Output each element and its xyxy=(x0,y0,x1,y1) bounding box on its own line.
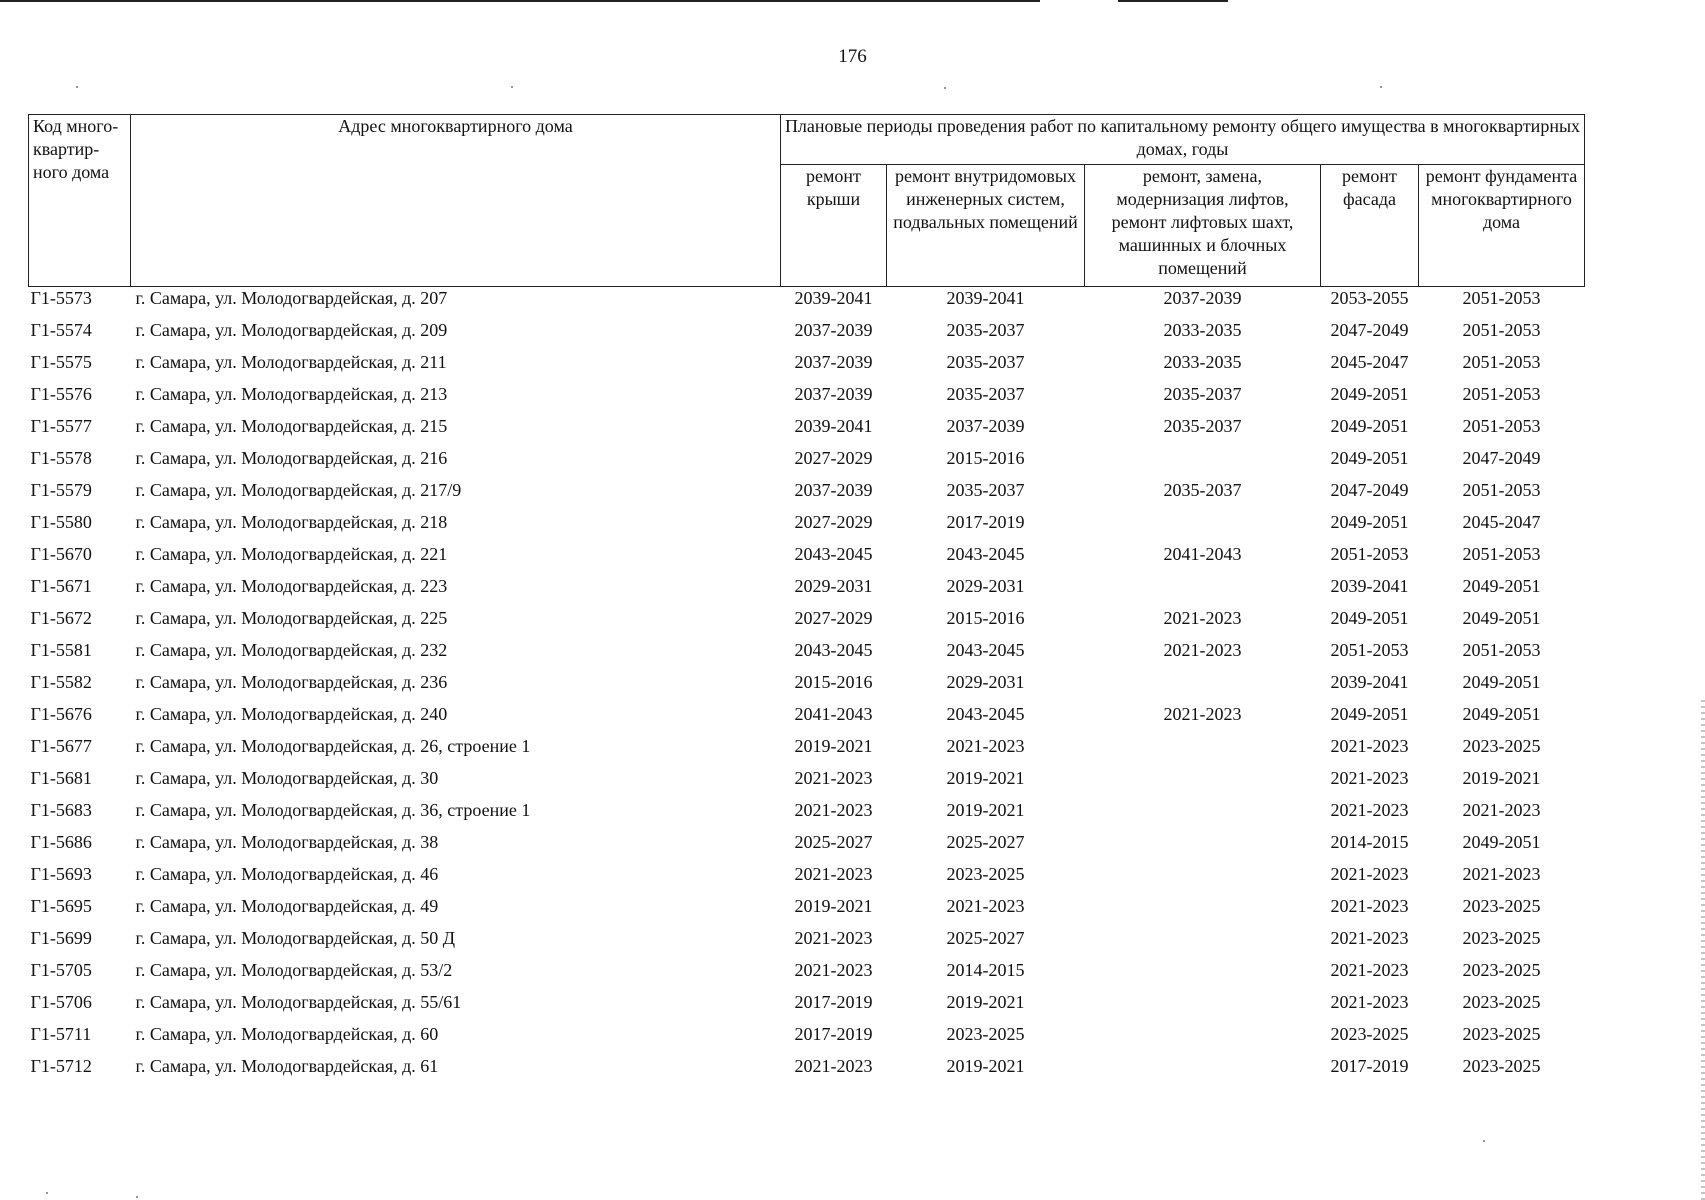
header-foundation: ремонт фундамента многоквартирного дома xyxy=(1419,165,1585,287)
scan-speck xyxy=(944,87,946,89)
table-body xyxy=(29,287,1585,1088)
cell-foundation-period: 2023-2025 xyxy=(1462,736,1541,756)
cell-engineering-period: 2025-2027 xyxy=(946,832,1025,852)
cell-code: Г1-5695 xyxy=(30,896,92,916)
cell-facade-period: 2023-2025 xyxy=(1330,1024,1409,1044)
cell-facade-period: 2049-2051 xyxy=(1330,448,1409,468)
table-row xyxy=(29,831,1585,863)
cell-elevators-period xyxy=(1085,575,1321,607)
table-row xyxy=(29,575,1585,607)
cell-code: Г1-5579 xyxy=(30,480,92,500)
cell-code: Г1-5581 xyxy=(30,640,92,660)
header-code: Код много-квартир-ного дома xyxy=(29,115,131,287)
cell-code: Г1-5576 xyxy=(30,384,92,404)
cell-address: г. Самара, ул. Молодогвардейская, д. 30 xyxy=(135,768,439,788)
top-rule-fragment xyxy=(1118,0,1228,2)
scan-speck xyxy=(136,1196,138,1198)
cell-foundation-period: 2023-2025 xyxy=(1462,960,1541,980)
table-row xyxy=(29,895,1585,927)
cell-elevators-period: 2035-2037 xyxy=(1163,416,1242,436)
cell-code: Г1-5706 xyxy=(30,992,92,1012)
cell-engineering-period: 2023-2025 xyxy=(946,864,1025,884)
cell-engineering-period: 2043-2045 xyxy=(946,544,1025,564)
cell-address: г. Самара, ул. Молодогвардейская, д. 49 xyxy=(135,896,439,916)
cell-foundation-period: 2049-2051 xyxy=(1462,576,1541,596)
cell-code: Г1-5699 xyxy=(30,928,92,948)
cell-elevators-period: 2033-2035 xyxy=(1163,320,1242,340)
cell-facade-period: 2045-2047 xyxy=(1330,352,1409,372)
cell-address: г. Самара, ул. Молодогвардейская, д. 240 xyxy=(135,704,448,724)
cell-facade-period: 2021-2023 xyxy=(1330,896,1409,916)
cell-code: Г1-5677 xyxy=(30,736,92,756)
cell-facade-period: 2051-2053 xyxy=(1330,640,1409,660)
cell-roof-period: 2039-2041 xyxy=(794,288,873,308)
cell-facade-period: 2021-2023 xyxy=(1330,992,1409,1012)
cell-facade-period: 2021-2023 xyxy=(1330,864,1409,884)
cell-roof-period: 2019-2021 xyxy=(794,736,873,756)
cell-roof-period: 2021-2023 xyxy=(794,928,873,948)
cell-code: Г1-5683 xyxy=(30,800,92,820)
top-rule xyxy=(0,0,1040,2)
cell-engineering-period: 2014-2015 xyxy=(946,960,1025,980)
cell-roof-period: 2019-2021 xyxy=(794,896,873,916)
cell-foundation-period: 2023-2025 xyxy=(1462,992,1541,1012)
cell-address: г. Самара, ул. Молодогвардейская, д. 207 xyxy=(135,288,448,308)
header-elevators: ремонт, замена, модернизация лифтов, ремонт лифтовых шахт, машинных и блочных помещений xyxy=(1085,165,1321,287)
cell-roof-period: 2037-2039 xyxy=(794,480,873,500)
cell-engineering-period: 2017-2019 xyxy=(946,512,1025,532)
cell-elevators-period xyxy=(1085,671,1321,703)
table-row xyxy=(29,863,1585,895)
cell-elevators-period: 2035-2037 xyxy=(1163,480,1242,500)
cell-facade-period: 2047-2049 xyxy=(1330,320,1409,340)
cell-foundation-period: 2051-2053 xyxy=(1462,640,1541,660)
cell-elevators-period xyxy=(1085,799,1321,831)
cell-address: г. Самара, ул. Молодогвардейская, д. 53/2 xyxy=(135,960,453,980)
table-row xyxy=(29,959,1585,991)
cell-engineering-period: 2021-2023 xyxy=(946,736,1025,756)
cell-facade-period: 2039-2041 xyxy=(1330,672,1409,692)
cell-foundation-period: 2049-2051 xyxy=(1462,704,1541,724)
cell-address: г. Самара, ул. Молодогвардейская, д. 26, строение 1 xyxy=(135,736,531,756)
cell-roof-period: 2017-2019 xyxy=(794,1024,873,1044)
table-row xyxy=(29,1023,1585,1055)
cell-address: г. Самара, ул. Молодогвардейская, д. 215 xyxy=(135,416,448,436)
cell-roof-period: 2021-2023 xyxy=(794,800,873,820)
scan-speck xyxy=(76,86,78,88)
cell-foundation-period: 2019-2021 xyxy=(1462,768,1541,788)
cell-elevators-period: 2021-2023 xyxy=(1163,608,1242,628)
cell-elevators-period: 2021-2023 xyxy=(1163,704,1242,724)
header-engineering: ремонт внутридомовых инженерных систем, подвальных помещений xyxy=(887,165,1085,287)
cell-elevators-period xyxy=(1085,1055,1321,1087)
cell-address: г. Самара, ул. Молодогвардейская, д. 46 xyxy=(135,864,439,884)
cell-elevators-period xyxy=(1085,1023,1321,1055)
cell-elevators-period: 2035-2037 xyxy=(1163,384,1242,404)
cell-foundation-period: 2051-2053 xyxy=(1462,352,1541,372)
cell-foundation-period: 2021-2023 xyxy=(1462,864,1541,884)
cell-facade-period: 2051-2053 xyxy=(1330,544,1409,564)
cell-elevators-period xyxy=(1085,831,1321,863)
cell-engineering-period: 2043-2045 xyxy=(946,704,1025,724)
cell-address: г. Самара, ул. Молодогвардейская, д. 55/61 xyxy=(135,992,462,1012)
table-row xyxy=(29,287,1585,320)
scan-speck xyxy=(46,1192,48,1194)
cell-engineering-period: 2035-2037 xyxy=(946,320,1025,340)
cell-address: г. Самара, ул. Молодогвардейская, д. 223 xyxy=(135,576,448,596)
table-row xyxy=(29,511,1585,543)
cell-foundation-period: 2051-2053 xyxy=(1462,384,1541,404)
scan-speck xyxy=(1483,1140,1485,1142)
cell-elevators-period xyxy=(1085,447,1321,479)
cell-engineering-period: 2015-2016 xyxy=(946,608,1025,628)
cell-address: г. Самара, ул. Молодогвардейская, д. 221 xyxy=(135,544,448,564)
cell-address: г. Самара, ул. Молодогвардейская, д. 216 xyxy=(135,448,448,468)
cell-facade-period: 2049-2051 xyxy=(1330,416,1409,436)
cell-address: г. Самара, ул. Молодогвардейская, д. 38 xyxy=(135,832,439,852)
cell-address: г. Самара, ул. Молодогвардейская, д. 225 xyxy=(135,608,448,628)
cell-elevators-period xyxy=(1085,735,1321,767)
cell-address: г. Самара, ул. Молодогвардейская, д. 209 xyxy=(135,320,448,340)
cell-roof-period: 2027-2029 xyxy=(794,448,873,468)
cell-elevators-period xyxy=(1085,991,1321,1023)
cell-address: г. Самара, ул. Молодогвардейская, д. 50 Д xyxy=(135,928,456,948)
cell-code: Г1-5580 xyxy=(30,512,92,532)
table-row xyxy=(29,1055,1585,1087)
cell-engineering-period: 2025-2027 xyxy=(946,928,1025,948)
cell-code: Г1-5705 xyxy=(30,960,92,980)
cell-elevators-period xyxy=(1085,511,1321,543)
cell-code: Г1-5671 xyxy=(30,576,92,596)
cell-code: Г1-5676 xyxy=(30,704,92,724)
cell-roof-period: 2039-2041 xyxy=(794,416,873,436)
cell-address: г. Самара, ул. Молодогвардейская, д. 213 xyxy=(135,384,448,404)
cell-roof-period: 2027-2029 xyxy=(794,512,873,532)
cell-facade-period: 2021-2023 xyxy=(1330,800,1409,820)
cell-roof-period: 2037-2039 xyxy=(794,352,873,372)
cell-elevators-period: 2033-2035 xyxy=(1163,352,1242,372)
cell-roof-period: 2037-2039 xyxy=(794,320,873,340)
cell-address: г. Самара, ул. Молодогвардейская, д. 36, строение 1 xyxy=(135,800,531,820)
cell-address: г. Самара, ул. Молодогвардейская, д. 232 xyxy=(135,640,448,660)
cell-facade-period: 2049-2051 xyxy=(1330,608,1409,628)
cell-roof-period: 2037-2039 xyxy=(794,384,873,404)
table-row xyxy=(29,767,1585,799)
cell-engineering-period: 2035-2037 xyxy=(946,480,1025,500)
table-row xyxy=(29,927,1585,959)
cell-elevators-period: 2041-2043 xyxy=(1163,544,1242,564)
cell-address: г. Самара, ул. Молодогвардейская, д. 60 xyxy=(135,1024,439,1044)
cell-engineering-period: 2023-2025 xyxy=(946,1024,1025,1044)
cell-engineering-period: 2029-2031 xyxy=(946,672,1025,692)
cell-engineering-period: 2019-2021 xyxy=(946,1056,1025,1076)
table-row xyxy=(29,415,1585,447)
cell-facade-period: 2014-2015 xyxy=(1330,832,1409,852)
cell-foundation-period: 2023-2025 xyxy=(1462,896,1541,916)
cell-code: Г1-5573 xyxy=(30,288,92,308)
cell-elevators-period xyxy=(1085,863,1321,895)
table-row xyxy=(29,383,1585,415)
cell-roof-period: 2021-2023 xyxy=(794,864,873,884)
table-row xyxy=(29,479,1585,511)
cell-foundation-period: 2051-2053 xyxy=(1462,416,1541,436)
cell-elevators-period xyxy=(1085,927,1321,959)
cell-engineering-period: 2035-2037 xyxy=(946,384,1025,404)
table-row xyxy=(29,607,1585,639)
page-number: 176 xyxy=(838,46,867,67)
cell-engineering-period: 2019-2021 xyxy=(946,768,1025,788)
cell-engineering-period: 2019-2021 xyxy=(946,992,1025,1012)
cell-address: г. Самара, ул. Молодогвардейская, д. 211 xyxy=(135,352,447,372)
cell-roof-period: 2025-2027 xyxy=(794,832,873,852)
cell-foundation-period: 2023-2025 xyxy=(1462,928,1541,948)
cell-facade-period: 2039-2041 xyxy=(1330,576,1409,596)
table-row xyxy=(29,447,1585,479)
table-row xyxy=(29,319,1585,351)
cell-elevators-period: 2021-2023 xyxy=(1163,640,1242,660)
cell-facade-period: 2021-2023 xyxy=(1330,736,1409,756)
table-row xyxy=(29,639,1585,671)
cell-engineering-period: 2035-2037 xyxy=(946,352,1025,372)
cell-code: Г1-5670 xyxy=(30,544,92,564)
cell-roof-period: 2021-2023 xyxy=(794,768,873,788)
cell-foundation-period: 2023-2025 xyxy=(1462,1024,1541,1044)
table-row xyxy=(29,671,1585,703)
cell-code: Г1-5681 xyxy=(30,768,92,788)
cell-foundation-period: 2047-2049 xyxy=(1462,448,1541,468)
cell-address: г. Самара, ул. Молодогвардейская, д. 217/9 xyxy=(135,480,462,500)
cell-facade-period: 2053-2055 xyxy=(1330,288,1409,308)
cell-engineering-period: 2043-2045 xyxy=(946,640,1025,660)
scan-speck xyxy=(1380,86,1382,88)
cell-roof-period: 2041-2043 xyxy=(794,704,873,724)
cell-roof-period: 2043-2045 xyxy=(794,544,873,564)
cell-code: Г1-5672 xyxy=(30,608,92,628)
cell-address: г. Самара, ул. Молодогвардейская, д. 61 xyxy=(135,1056,439,1076)
cell-facade-period: 2047-2049 xyxy=(1330,480,1409,500)
cell-roof-period: 2021-2023 xyxy=(794,960,873,980)
table-row xyxy=(29,991,1585,1023)
cell-roof-period: 2027-2029 xyxy=(794,608,873,628)
cell-address: г. Самара, ул. Молодогвардейская, д. 218 xyxy=(135,512,448,532)
cell-roof-period: 2021-2023 xyxy=(794,1056,873,1076)
cell-roof-period: 2043-2045 xyxy=(794,640,873,660)
cell-engineering-period: 2039-2041 xyxy=(946,288,1025,308)
cell-foundation-period: 2051-2053 xyxy=(1462,480,1541,500)
cell-engineering-period: 2029-2031 xyxy=(946,576,1025,596)
header-facade: ремонт фасада xyxy=(1321,165,1419,287)
cell-code: Г1-5711 xyxy=(30,1024,92,1044)
cell-code: Г1-5574 xyxy=(30,320,92,340)
table-row xyxy=(29,703,1585,735)
cell-foundation-period: 2051-2053 xyxy=(1462,544,1541,564)
cell-code: Г1-5577 xyxy=(30,416,92,436)
cell-roof-period: 2029-2031 xyxy=(794,576,873,596)
cell-engineering-period: 2015-2016 xyxy=(946,448,1025,468)
cell-address: г. Самара, ул. Молодогвардейская, д. 236 xyxy=(135,672,448,692)
table-row xyxy=(29,543,1585,575)
scan-edge-noise xyxy=(1701,700,1705,1200)
cell-code: Г1-5693 xyxy=(30,864,92,884)
cell-foundation-period: 2049-2051 xyxy=(1462,832,1541,852)
cell-foundation-period: 2021-2023 xyxy=(1462,800,1541,820)
cell-code: Г1-5686 xyxy=(30,832,92,852)
cell-code: Г1-5578 xyxy=(30,448,92,468)
table-header xyxy=(29,115,1585,287)
cell-foundation-period: 2045-2047 xyxy=(1462,512,1541,532)
cell-foundation-period: 2023-2025 xyxy=(1462,1056,1541,1076)
table-row xyxy=(29,799,1585,831)
cell-foundation-period: 2049-2051 xyxy=(1462,672,1541,692)
cell-code: Г1-5575 xyxy=(30,352,92,372)
cell-foundation-period: 2051-2053 xyxy=(1462,288,1541,308)
cell-engineering-period: 2019-2021 xyxy=(946,800,1025,820)
cell-foundation-period: 2051-2053 xyxy=(1462,320,1541,340)
cell-elevators-period xyxy=(1085,767,1321,799)
cell-elevators-period xyxy=(1085,959,1321,991)
cell-roof-period: 2017-2019 xyxy=(794,992,873,1012)
cell-facade-period: 2021-2023 xyxy=(1330,928,1409,948)
header-address: Адрес многоквартирного дома xyxy=(131,115,781,287)
table-row xyxy=(29,351,1585,383)
scan-speck xyxy=(511,86,513,88)
cell-code: Г1-5582 xyxy=(30,672,92,692)
cell-engineering-period: 2037-2039 xyxy=(946,416,1025,436)
repair-schedule-table xyxy=(28,114,1585,1087)
cell-elevators-period: 2037-2039 xyxy=(1163,288,1242,308)
cell-facade-period: 2017-2019 xyxy=(1330,1056,1409,1076)
cell-facade-period: 2021-2023 xyxy=(1330,768,1409,788)
header-planned-periods: Плановые периоды проведения работ по капитальному ремонту общего имущества в многоквартирных домах, годы xyxy=(781,115,1585,165)
cell-engineering-period: 2021-2023 xyxy=(946,896,1025,916)
cell-facade-period: 2049-2051 xyxy=(1330,384,1409,404)
header-roof: ремонт крыши xyxy=(781,165,887,287)
cell-code: Г1-5712 xyxy=(30,1056,92,1076)
cell-roof-period: 2015-2016 xyxy=(794,672,873,692)
cell-foundation-period: 2049-2051 xyxy=(1462,608,1541,628)
cell-facade-period: 2021-2023 xyxy=(1330,960,1409,980)
cell-elevators-period xyxy=(1085,895,1321,927)
cell-facade-period: 2049-2051 xyxy=(1330,512,1409,532)
table-row xyxy=(29,735,1585,767)
cell-facade-period: 2049-2051 xyxy=(1330,704,1409,724)
